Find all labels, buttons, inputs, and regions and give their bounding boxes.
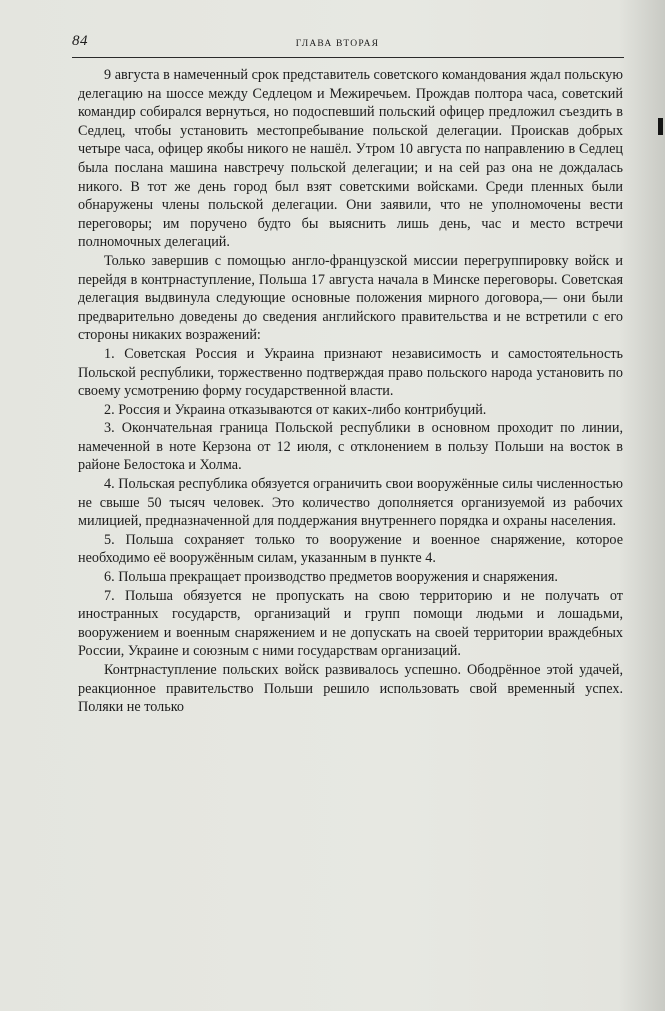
running-head: ГЛАВА ВТОРАЯ [295, 39, 380, 49]
body-text [78, 66, 623, 717]
paragraph-1: 9 августа в намеченный срок представитель советского командования ждал польскую делегацию на шоссе между Седлецом и Межиречьем. Прождав полтора часа, советский командир собирался вернуться, но подоспевший польский офицер предложил съездить в Седлец, чтобы установить местопребывание польской делегации. Проискав добрых четыре часа, офицер якобы никого не нашёл. Утром 10 августа по направлению в Седлец была послана машина навстречу польской делегации; и на сей раз она не дождалась никого. В тот же день город был взят советскими войсками. Среди пленных были обнаружены члены польской делегации. Они заявили, что не уполномочены вести переговоры; им поручено будто бы выяснить лишь день, час и место встречи полномочных делегаций. [78, 67, 623, 251]
paragraph-final: Контрнаступление польских войск развивалось успешно. Ободрённое этой удачей, реакционное правительство Польши решило использовать свой временный успех. Поляки не только [78, 662, 623, 716]
treaty-point-7: 7. Польша обязуется не пропускать на свою территорию и не получать от иностранных государств, организаций и групп помощи людьми и лошадьми, вооружением и военным снаряжением и не допускать на своей территории враждебных России, Украине и союзным с ними государствам организаций. [78, 587, 623, 660]
treaty-point-3: 3. Окончательная граница Польской республики в основном проходит по линии, намеченной в ноте Керзона от 12 июля, с отклонением в пользу Польши на восток в районе Белостока и Холма. [78, 420, 623, 474]
treaty-point-5: 5. Польша сохраняет только то вооружение и военное снаряжение, которое необходимо её вооружённым силам, указанным в пункте 4. [78, 531, 623, 567]
treaty-point-2: 2. Россия и Украина отказываются от каких-либо контрибуций. [104, 401, 487, 418]
treaty-point-4: 4. Польская республика обязуется ограничить свои вооружённые силы численностью не свыше 50 тысяч человек. Это количество дополняется организуемой из рабочих милицией, предназначенной для поддержания внутреннего порядка и охраны населения. [78, 476, 623, 530]
treaty-point-1: 1. Советская Россия и Украина признают независимость и самостоятельность Польской республики, торжественно подтверждая право польского народа установить по своему усмотрению форму государственной власти. [78, 345, 623, 400]
paragraph-2: Только завершив с помощью англо-французской миссии перегруппировку войск и перейдя в контрнаступление, Польша 17 августа начала в Минске переговоры. Советская делегация выдвинула следующие основные положения мирного договора,— они были предварительно доведены до сведения английского правительства и не встретили с его стороны никаких возражений: [78, 252, 623, 344]
edge-mark [658, 118, 663, 135]
header-rule [72, 57, 624, 58]
treaty-point-6: 6. Польша прекращает производство предметов вооружения и снаряжения. [104, 569, 558, 586]
page-number: 84 [72, 33, 88, 49]
